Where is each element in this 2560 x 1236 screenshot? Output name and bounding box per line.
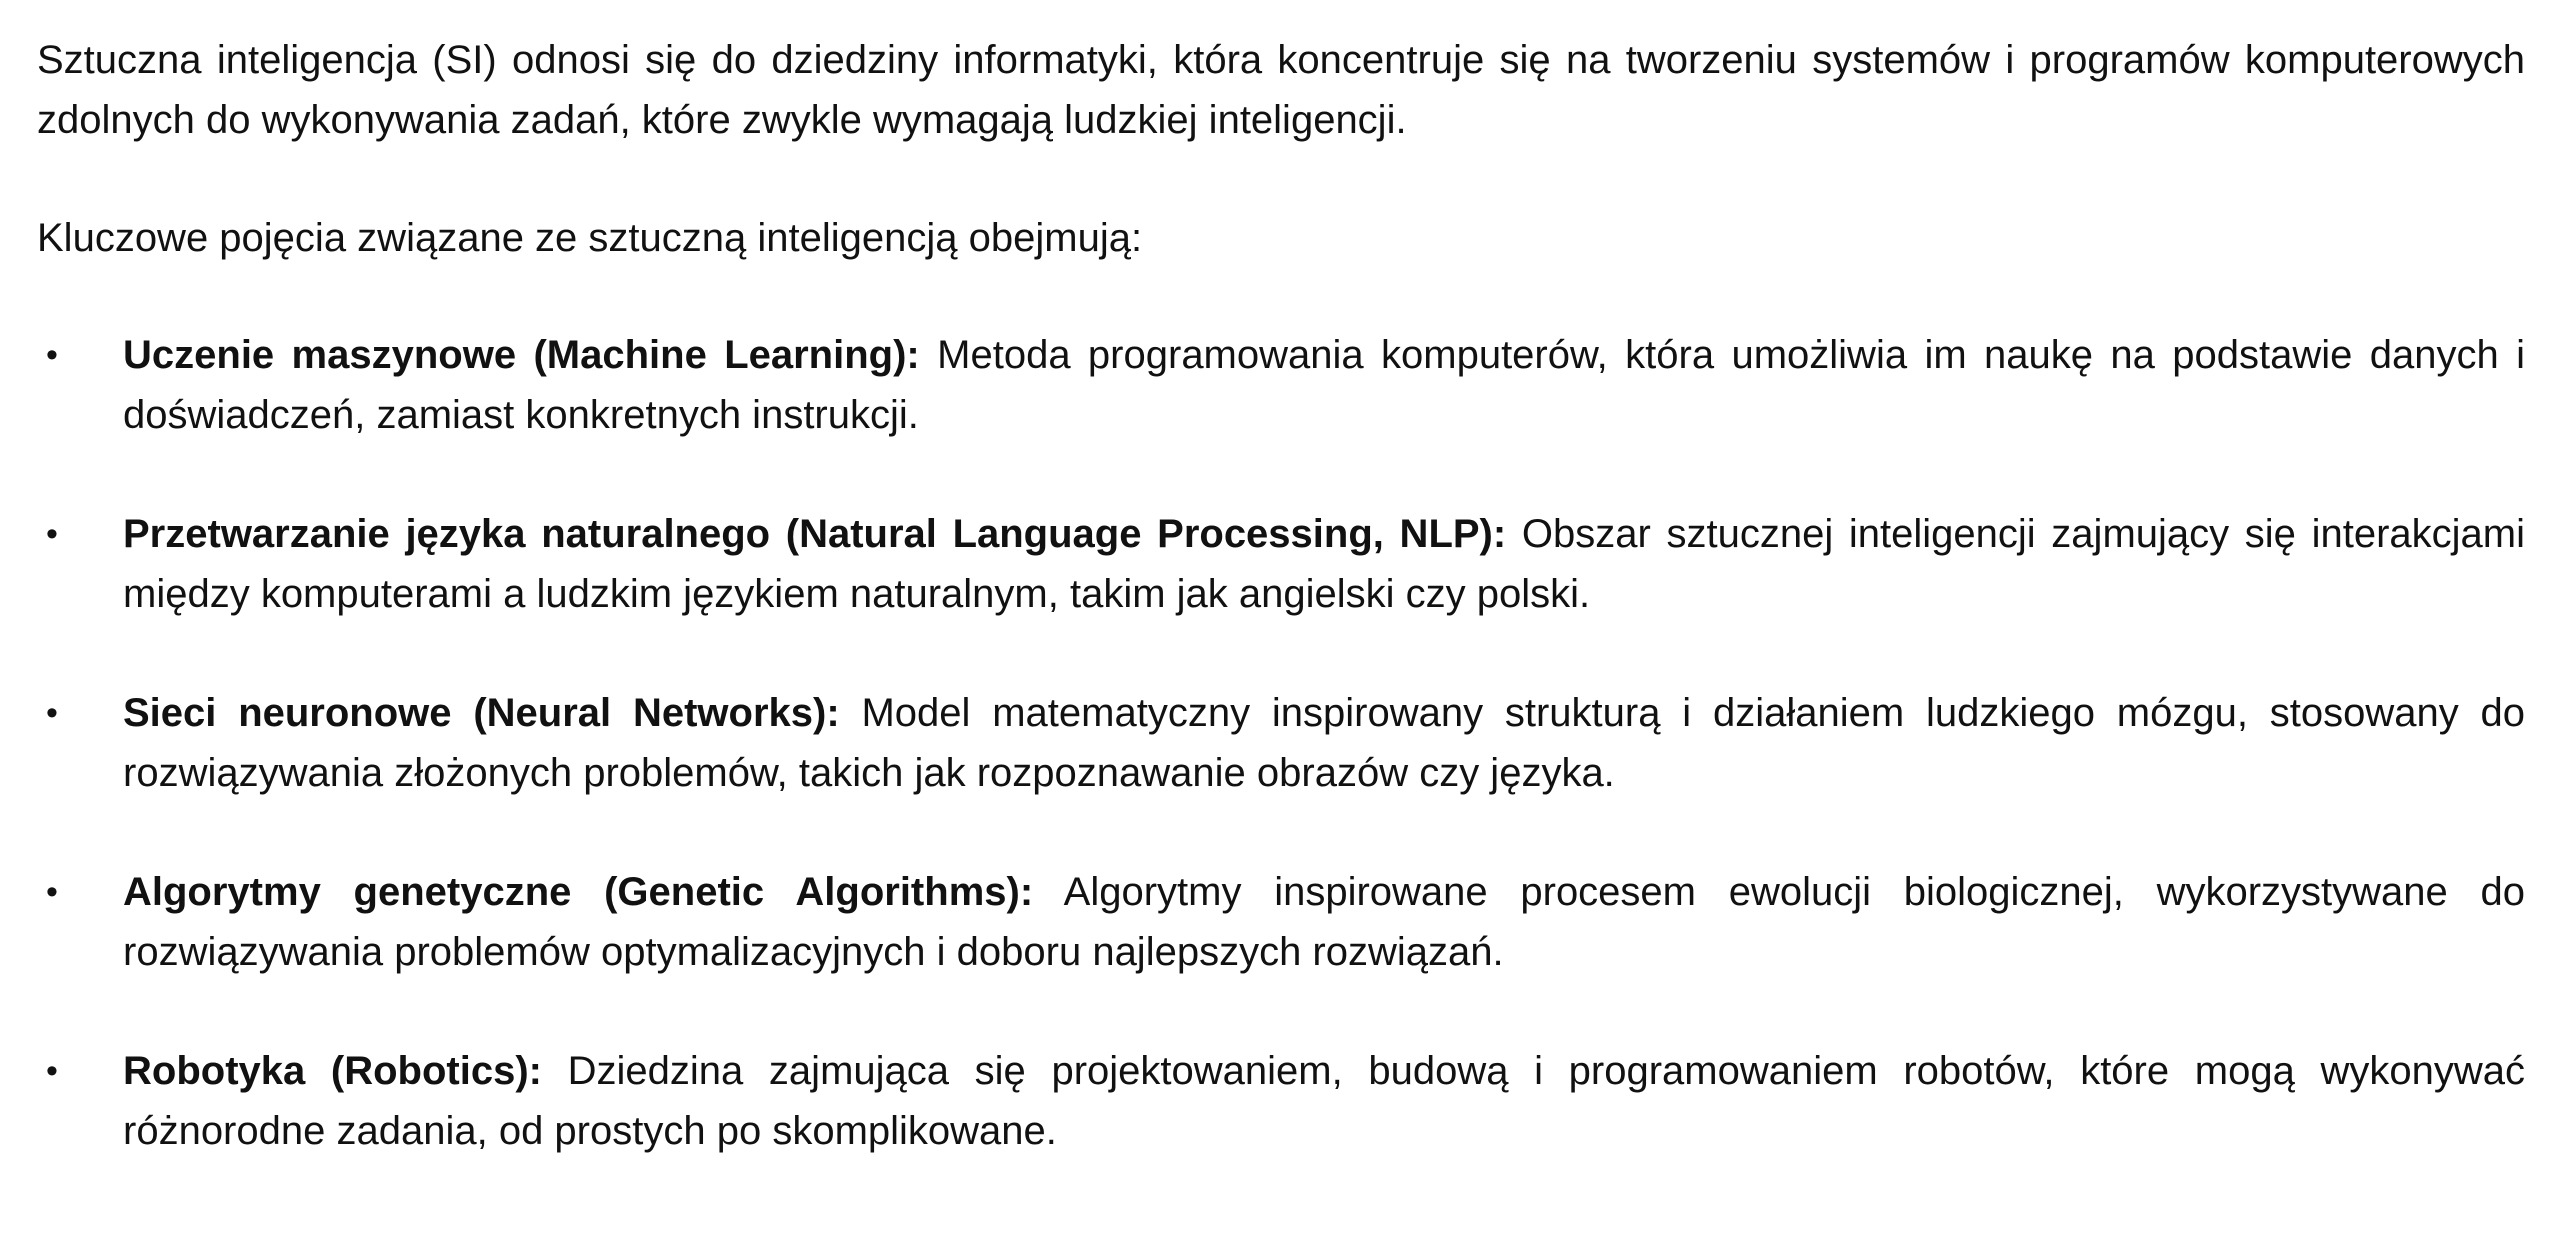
list-item <box>37 504 2525 624</box>
lead-paragraph: Kluczowe pojęcia związane ze sztuczną inteligencją obejmują: <box>37 216 1143 260</box>
intro-paragraph: Sztuczna inteligencja (SI) odnosi się do dziedziny informatyki, która koncentruje się na tworzeniu systemów i programów komputerowych zdolnych do wykonywania zadań, które zwykle wymagają ludzkiej inteligencji. <box>37 38 2525 142</box>
concept-description: Algorytmy inspirowane procesem ewolucji biologicznej, wykorzystywane do rozwiązywania problemów optymalizacyjnych i doboru najlepszych rozwiązań. <box>123 870 2525 974</box>
concepts-list <box>37 325 2525 1161</box>
concept-term: Algorytmy genetyczne (Genetic Algorithms): <box>123 870 1034 914</box>
concept-term: Przetwarzanie języka naturalnego (Natural Language Processing, NLP): <box>123 512 1507 556</box>
bullet-icon: • <box>46 1052 58 1090</box>
list-item <box>37 325 2525 445</box>
concept-term: Robotyka (Robotics): <box>123 1049 542 1093</box>
document-page <box>37 30 2525 1220</box>
concept-description: Dziedzina zajmująca się projektowaniem, budową i programowaniem robotów, które mogą wykonywać różnorodne zadania, od prostych po skomplikowane. <box>123 1049 2525 1153</box>
bullet-icon: • <box>46 873 58 911</box>
bullet-icon: • <box>46 336 58 374</box>
concept-description: Metoda programowania komputerów, która umożliwia im naukę na podstawie danych i doświadczeń, zamiast konkretnych instrukcji. <box>123 333 2526 437</box>
concept-description: Obszar sztucznej inteligencji zajmujący się interakcjami między komputerami a ludzkim językiem naturalnym, takim jak angielski czy polski. <box>123 512 2525 616</box>
list-item <box>37 862 2525 982</box>
list-item <box>37 683 2525 803</box>
bullet-icon: • <box>46 694 58 732</box>
list-item <box>37 1041 2525 1161</box>
concept-term: Uczenie maszynowe (Machine Learning): <box>123 333 920 377</box>
concept-description: Model matematyczny inspirowany strukturą i działaniem ludzkiego mózgu, stosowany do rozwiązywania złożonych problemów, takich jak rozpoznawanie obrazów czy języka. <box>123 691 2526 795</box>
concept-term: Sieci neuronowe (Neural Networks): <box>123 691 840 735</box>
bullet-icon: • <box>46 515 58 553</box>
